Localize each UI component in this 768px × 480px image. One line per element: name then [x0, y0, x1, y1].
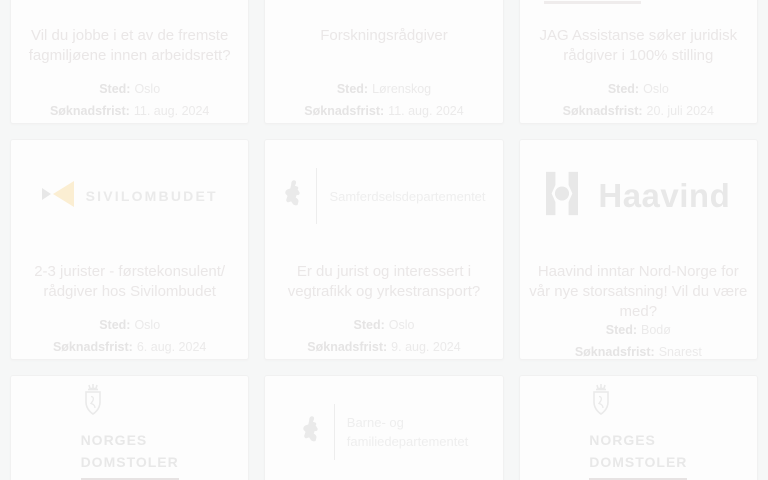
frist-label: Søknadsfrist: [307, 340, 388, 354]
employer-logo-text [347, 413, 468, 451]
employer-logo-text-line1: NORGES [589, 432, 656, 448]
sted-label: Sted: [607, 82, 640, 96]
job-card-haavind[interactable] [519, 139, 758, 360]
employer-logo-area [11, 376, 248, 480]
haavind-logo [546, 171, 730, 221]
job-meta [265, 318, 502, 354]
employer-logo-text-line1: NORGES [80, 432, 148, 448]
frist-value: 6. aug. 2024 [136, 340, 207, 354]
job-card-arbeidsrett[interactable] [10, 0, 249, 124]
crowned-shield-crest-icon [81, 383, 105, 422]
norwegian-lion-crest-icon [300, 414, 322, 451]
job-card-norges-domstoler-1[interactable] [10, 375, 249, 480]
job-title: 2-3 jurister - førstekonsulent/ rådgiver hos Sivilombudet [34, 263, 226, 300]
job-title: Haavind inntar Nord-Norge for vår nye storsatsning! Vil du være med? [529, 263, 748, 320]
frist-value: 11. aug. 2024 [388, 104, 464, 118]
sted-value: Oslo [134, 318, 161, 332]
employer-logo-text: Haavind [598, 177, 731, 214]
job-title: Forskningsrådgiver [320, 27, 448, 44]
employer-logo-area [265, 376, 502, 480]
employer-logo-area [520, 376, 757, 480]
job-card-barne-og-familiedepartementet[interactable] [264, 375, 503, 480]
frist-row [11, 340, 248, 354]
sivilombudet-logo [42, 181, 218, 212]
sted-value: Oslo [643, 82, 669, 96]
employer-logo-area [11, 0, 248, 16]
job-card-forskningsradgiver[interactable] [264, 0, 503, 124]
sted-label: Sted: [605, 323, 637, 337]
logo-divider [334, 404, 335, 460]
sted-value: Bodø [641, 323, 671, 337]
employer-logo-area [11, 140, 248, 252]
sted-value: Oslo [134, 82, 161, 96]
norges-domstoler-logo [589, 383, 687, 480]
frist-value: 9. aug. 2024 [391, 340, 461, 354]
sted-label: Sted: [99, 318, 131, 332]
sted-row [520, 82, 757, 96]
crowned-shield-crest-icon [589, 383, 613, 422]
sted-label: Sted: [336, 82, 369, 96]
sted-row [11, 318, 248, 332]
job-card-sivilombudet[interactable] [10, 139, 249, 360]
frist-row [520, 104, 757, 118]
frist-row [265, 340, 502, 354]
sted-value: Lørenskog [372, 82, 432, 96]
employer-logo-text-line2: DOMSTOLER [80, 454, 179, 470]
employer-logo-text-line2: familiedepartementet [346, 434, 469, 449]
sted-label: Sted: [353, 318, 385, 332]
norges-domstoler-logo [81, 383, 179, 480]
frist-label: Søknadsfrist: [562, 104, 643, 118]
job-card-jag-assistanse[interactable] [519, 0, 758, 124]
frist-label: Søknadsfrist: [574, 345, 655, 359]
samferdselsdepartementet-logo [282, 168, 485, 224]
sted-row [520, 323, 757, 337]
employer-logo-area [265, 140, 502, 252]
job-title: Vil du jobbe i et av de fremste fagmiljøene innen arbeidsrett? [28, 27, 231, 64]
employer-logo-text-line1: Barne- og [346, 415, 404, 430]
employer-logo-text-line2: DOMSTOLER [589, 454, 688, 470]
cutoff-logo-bottom-edge [544, 1, 641, 4]
haavind-h-monogram-icon [546, 171, 578, 221]
job-meta [11, 318, 248, 354]
job-card-samferdselsdepartementet[interactable] [264, 139, 503, 360]
employer-logo-area [520, 140, 757, 252]
frist-label: Søknadsfrist: [304, 104, 385, 118]
sted-label: Sted: [99, 82, 131, 96]
job-title: JAG Assistanse søker juridisk rådgiver i 100% stilling [539, 27, 738, 64]
frist-row [265, 104, 502, 118]
job-meta [520, 82, 757, 118]
frist-row [11, 104, 248, 118]
job-card-norges-domstoler-2[interactable] [519, 375, 758, 480]
job-title: Er du jurist og interessert i vegtrafikk og yrkestransport? [287, 263, 481, 300]
logo-divider [316, 168, 317, 224]
sted-row [11, 82, 248, 96]
frist-value: Snarest [658, 345, 702, 359]
frist-row [520, 345, 757, 359]
employer-logo-text: SIVILOMBUDET [85, 188, 218, 204]
employer-logo-area [265, 0, 502, 16]
job-meta [11, 82, 248, 118]
frist-value: 11. aug. 2024 [133, 104, 210, 118]
sted-value: Oslo [388, 318, 415, 332]
sivilombudet-arrows-icon [42, 181, 74, 212]
employer-logo-text: Samferdselsdepartementet [329, 188, 486, 204]
sted-row [265, 318, 502, 332]
norwegian-lion-crest-icon [282, 178, 304, 215]
sted-row [265, 82, 502, 96]
frist-label: Søknadsfrist: [52, 340, 133, 354]
frist-label: Søknadsfrist: [49, 104, 130, 118]
job-meta [520, 323, 757, 359]
barne-og-familiedepartementet-logo [300, 404, 468, 460]
frist-value: 20. juli 2024 [646, 104, 714, 118]
job-meta [265, 82, 502, 118]
